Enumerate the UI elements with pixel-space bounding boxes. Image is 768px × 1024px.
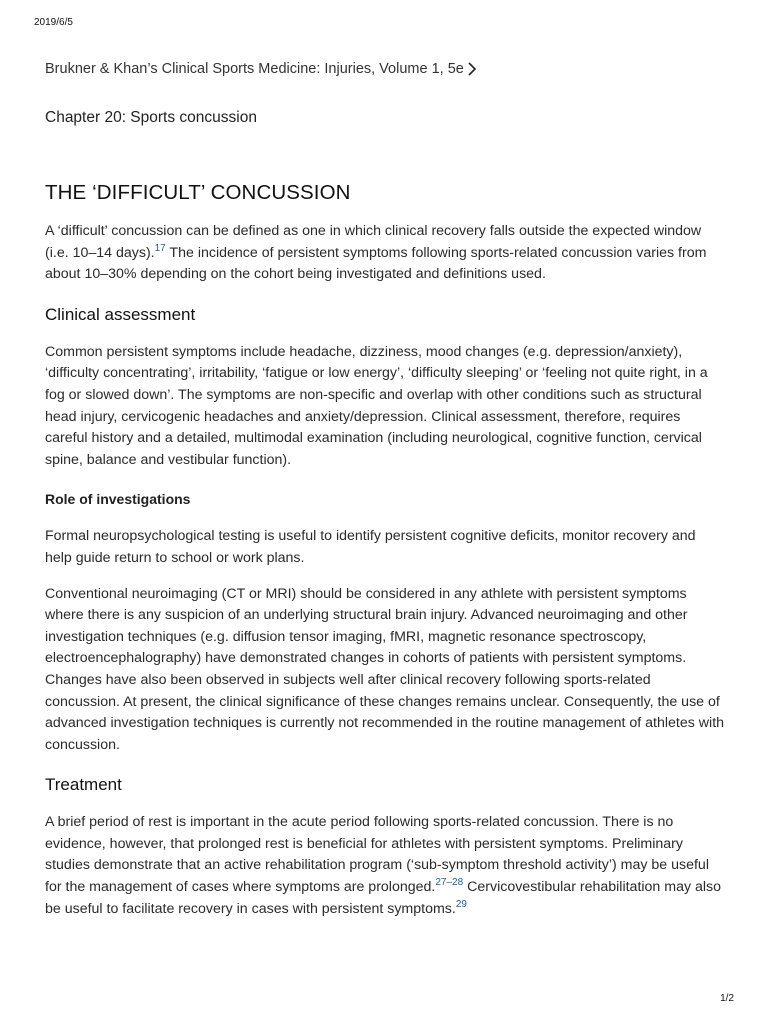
investigations-paragraph-2: Conventional neuroimaging (CT or MRI) should be considered in any athlete with persistent symptoms where there is any suspicion of an underlying structural brain injury. Advanced neuroimaging and other investigation techniques (e.g. diffusion tensor imaging, fMRI, magnetic resonance spectroscopy, electroencephalography) have demonstrated changes in cohorts of patients with persistent symptoms. Changes have also been observed in subjects well after clinical recovery following sports-related concussion. At present, the clinical significance of these changes remains unclear. Consequently, the use of advanced investigation techniques is currently not recommended in the routine management of athletes with concussion. bbox=[45, 585, 725, 753]
intro-text-part1: A ‘difficult’ concussion can be defined as one in which clinical recovery falls outside the expected window (i.e. 10–14 days). bbox=[45, 223, 702, 261]
treatment-paragraph bbox=[45, 812, 725, 920]
investigations-paragraph-1: Formal neuropsychological testing is useful to identify persistent cognitive deficits, monitor recovery and help guide return to school or work plans. bbox=[45, 528, 696, 566]
intro-paragraph bbox=[45, 221, 725, 286]
breadcrumb[interactable] bbox=[45, 58, 725, 80]
treatment-text-part2: Cervicovestibular rehabilitation may also be useful to facilitate recovery in cases with persistent symptoms. bbox=[45, 879, 722, 917]
reference-link[interactable]: 17 bbox=[154, 242, 166, 254]
reference-link[interactable]: 29 bbox=[455, 898, 467, 910]
section-title: THE ‘DIFFICULT’ CONCUSSION bbox=[45, 181, 351, 204]
investigations-heading: Role of investigations bbox=[45, 491, 191, 508]
treatment-text-part1: A brief period of rest is important in the acute period following sports-related concussion. There is no evidence, however, that prolonged rest is beneficial for athletes with persistent symptoms. Preliminary studies demonstrate that an active rehabilitation program (‘sub-symptom threshold activity’) may be useful for the management of cases where symptoms are prolonged. bbox=[45, 814, 709, 896]
intro-text-part2: The incidence of persistent symptoms following sports-related concussion varies from about 10–30% depending on the cohort being investigated and definitions used. bbox=[45, 244, 707, 283]
page-content bbox=[45, 58, 725, 920]
page-number: 1/2 bbox=[720, 993, 734, 1004]
breadcrumb-book-title[interactable]: Brukner & Khan’s Clinical Sports Medicine: Injuries, Volume 1, 5e bbox=[45, 61, 464, 77]
print-date: 2019/6/5 bbox=[34, 17, 73, 28]
clinical-assessment-heading: Clinical assessment bbox=[45, 304, 196, 324]
reference-link[interactable]: 27–28 bbox=[435, 877, 464, 889]
chapter-title: Chapter 20: Sports concussion bbox=[45, 109, 257, 126]
treatment-heading: Treatment bbox=[45, 775, 122, 795]
chevron-right-icon[interactable] bbox=[466, 61, 478, 77]
clinical-assessment-paragraph: Common persistent symptoms include headache, dizziness, mood changes (e.g. depression/anxiety), ‘difficulty concentrating’, irritability, ‘fatigue or low energy’, ‘difficulty sleeping’ or ‘feeling not quite right, in a fog or slowed down’. The symptoms are non-specific and overlap with other conditions such as structural head injury, cervicogenic headaches and anxiety/depression. Clinical assessment, therefore, requires careful history and a detailed, multimodal examination (including neurological, cognitive function, cervical spine, balance and vestibular function). bbox=[45, 343, 708, 468]
